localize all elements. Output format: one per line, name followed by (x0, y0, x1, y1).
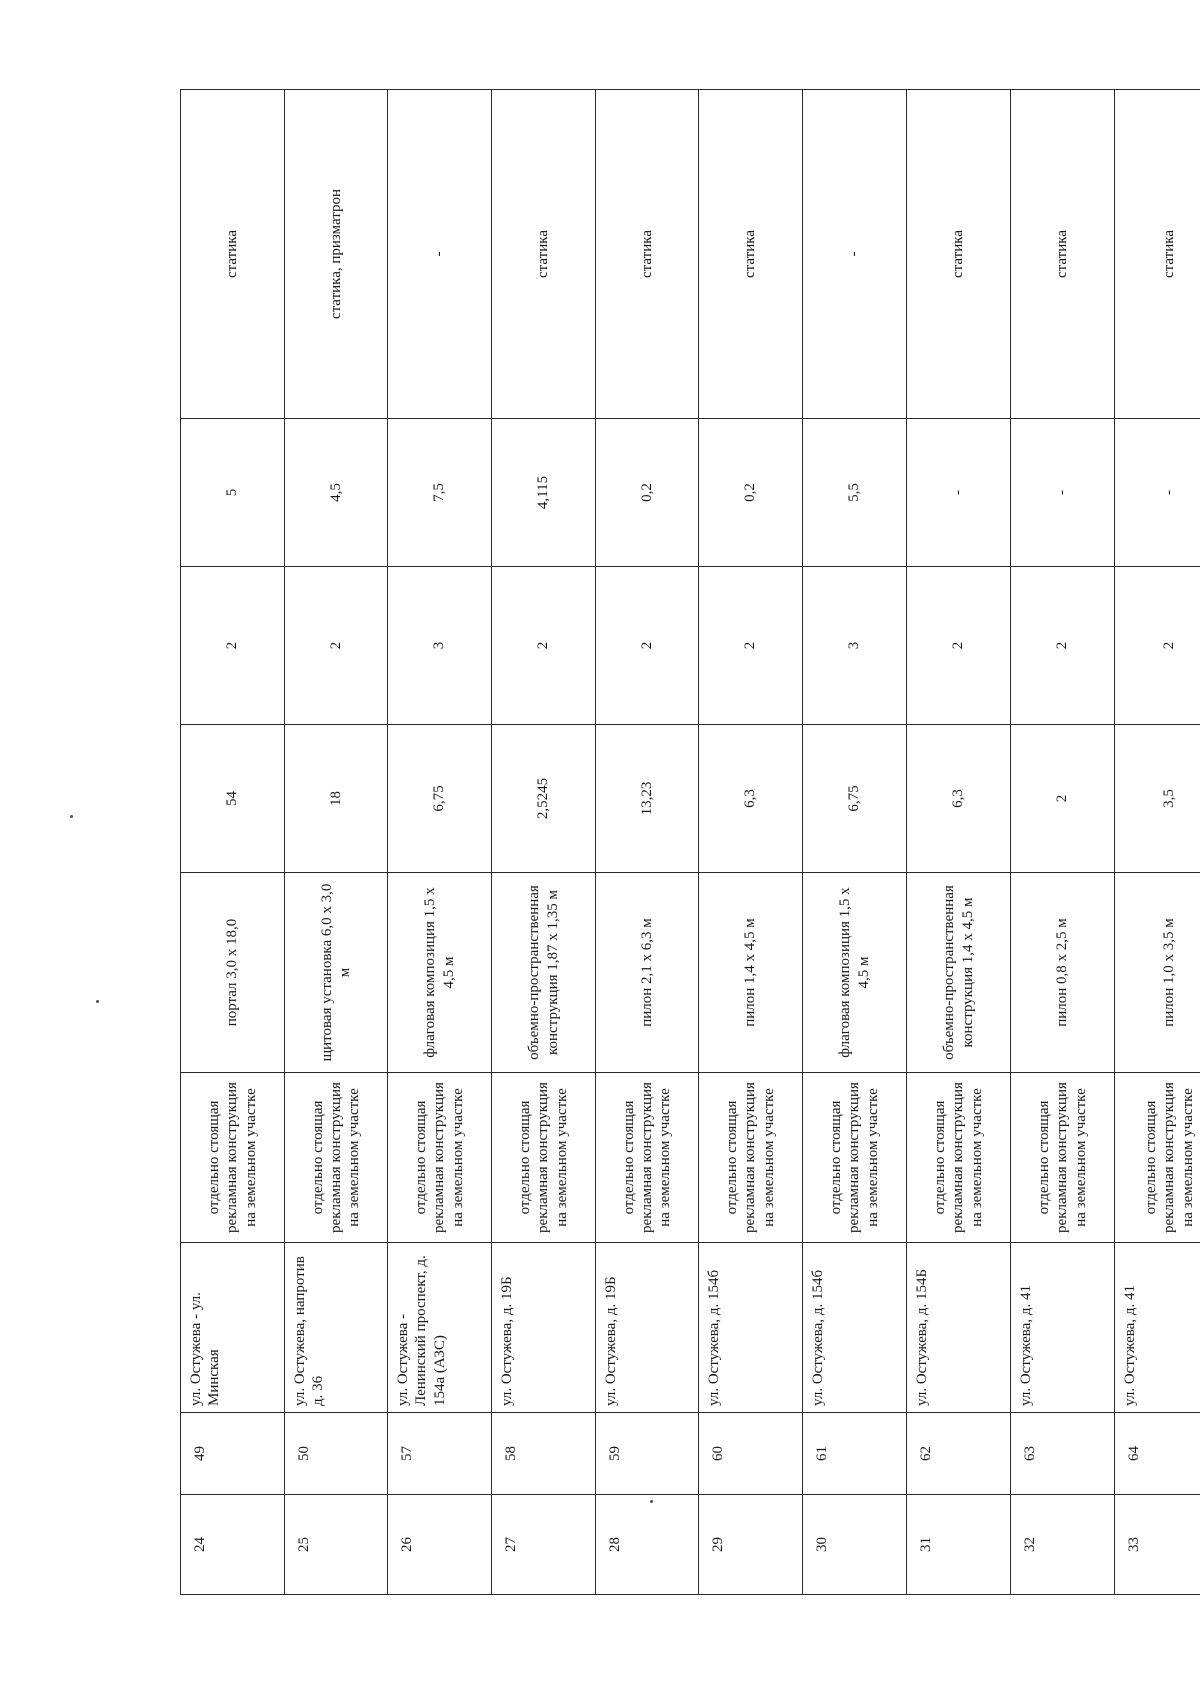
address-cell: ул. Остужева, д. 154Б (907, 1243, 1011, 1413)
structure-number-cell: 57 (388, 1413, 492, 1495)
technology-cell: - (803, 90, 907, 419)
structure-description-cell: пилон 1,0 х 3,5 м (1115, 873, 1200, 1073)
area-cell: 2 (1011, 725, 1115, 873)
address-cell: ул. Остужева - Ленинский проспект, д. 154а (АЗС) (388, 1243, 492, 1413)
technology-cell: статика (181, 90, 285, 419)
structure-type-cell: отдельно стоящая рекламная конструкция на земельном участке (492, 1073, 596, 1243)
structure-number-cell: 63 (1011, 1413, 1115, 1495)
structure-description-cell: объемно-пространственная конструкция 1,4 х 4,5 м (907, 873, 1011, 1073)
value-cell: 5 (181, 419, 285, 567)
rotated-document-page (180, 90, 1200, 1595)
address-cell: ул. Остужева, д. 41 (1011, 1243, 1115, 1413)
structure-description-cell: портал 3,0 х 18,0 (181, 873, 285, 1073)
structure-description-cell: пилон 0,8 х 2,5 м (1011, 873, 1115, 1073)
area-cell: 13,23 (596, 725, 699, 873)
structure-number-cell: 58 (492, 1413, 596, 1495)
value-cell: - (1011, 419, 1115, 567)
technology-cell: статика (492, 90, 596, 419)
sides-cell: 2 (699, 567, 803, 725)
address-cell: ул. Остужева - ул. Минская (181, 1243, 285, 1413)
structure-type-cell: отдельно стоящая рекламная конструкция на земельном участке (1011, 1073, 1115, 1243)
technology-cell: статика (699, 90, 803, 419)
structure-description-cell: пилон 1,4 х 4,5 м (699, 873, 803, 1073)
technology-cell: - (388, 90, 492, 419)
structure-number-cell: 62 (907, 1413, 1011, 1495)
scan-speck (96, 1000, 99, 1003)
sides-cell: 2 (907, 567, 1011, 725)
structure-type-cell: отдельно стоящая рекламная конструкция на земельном участке (596, 1073, 699, 1243)
structure-description-cell: флаговая композиция 1,5 х 4,5 м (388, 873, 492, 1073)
sides-cell: 2 (1115, 567, 1200, 725)
area-cell: 6,3 (907, 725, 1011, 873)
area-cell: 6,75 (388, 725, 492, 873)
row-number-cell: 31 (907, 1495, 1011, 1595)
value-cell: 7,5 (388, 419, 492, 567)
structure-description-cell: пилон 2,1 х 6,3 м (596, 873, 699, 1073)
sides-cell: 2 (285, 567, 388, 725)
structure-type-cell: отдельно стоящая рекламная конструкция на земельном участке (1115, 1073, 1200, 1243)
area-cell: 54 (181, 725, 285, 873)
row-number-cell: 27 (492, 1495, 596, 1595)
table-row (596, 90, 699, 1595)
structure-number-cell: 64 (1115, 1413, 1200, 1495)
structure-type-cell: отдельно стоящая рекламная конструкция на земельном участке (285, 1073, 388, 1243)
structure-description-cell: щитовая установка 6,0 х 3,0 м (285, 873, 388, 1073)
row-number-cell: 33 (1115, 1495, 1200, 1595)
structure-description-cell: флаговая композиция 1,5 х 4,5 м (803, 873, 907, 1073)
table-row (285, 90, 388, 1595)
structure-number-cell: 49 (181, 1413, 285, 1495)
sides-cell: 2 (1011, 567, 1115, 725)
structure-number-cell: 61 (803, 1413, 907, 1495)
area-cell: 6,3 (699, 725, 803, 873)
table-body (181, 90, 1200, 1595)
advertising-structures-table (180, 89, 1200, 1595)
table-row (388, 90, 492, 1595)
structure-number-cell: 60 (699, 1413, 803, 1495)
scan-speck (70, 815, 73, 818)
row-number-cell: 24 (181, 1495, 285, 1595)
address-cell: ул. Остужева, д. 19Б (596, 1243, 699, 1413)
sides-cell: 3 (803, 567, 907, 725)
value-cell: 0,2 (596, 419, 699, 567)
row-number-cell: 29 (699, 1495, 803, 1595)
sides-cell: 2 (596, 567, 699, 725)
table-row (699, 90, 803, 1595)
table-row (492, 90, 596, 1595)
table-row (907, 90, 1011, 1595)
area-cell: 18 (285, 725, 388, 873)
structure-type-cell: отдельно стоящая рекламная конструкция на земельном участке (907, 1073, 1011, 1243)
structure-type-cell: отдельно стоящая рекламная конструкция на земельном участке (388, 1073, 492, 1243)
address-cell: ул. Остужева, д. 154б (699, 1243, 803, 1413)
scan-speck (650, 1500, 653, 1503)
address-cell: ул. Остужева, д. 154б (803, 1243, 907, 1413)
address-cell: ул. Остужева, напротив д. 36 (285, 1243, 388, 1413)
structure-description-cell: объемно-пространственная конструкция 1,87 х 1,35 м (492, 873, 596, 1073)
address-cell: ул. Остужева, д. 19Б (492, 1243, 596, 1413)
technology-cell: статика (1115, 90, 1200, 419)
value-cell: 4,115 (492, 419, 596, 567)
structure-number-cell: 59 (596, 1413, 699, 1495)
technology-cell: статика, призматрон (285, 90, 388, 419)
structure-type-cell: отдельно стоящая рекламная конструкция на земельном участке (181, 1073, 285, 1243)
table-row (1115, 90, 1200, 1595)
value-cell: 5,5 (803, 419, 907, 567)
area-cell: 6,75 (803, 725, 907, 873)
value-cell: - (1115, 419, 1200, 567)
row-number-cell: 30 (803, 1495, 907, 1595)
address-cell: ул. Остужева, д. 41 (1115, 1243, 1200, 1413)
structure-type-cell: отдельно стоящая рекламная конструкция на земельном участке (699, 1073, 803, 1243)
area-cell: 3,5 (1115, 725, 1200, 873)
table-row (181, 90, 285, 1595)
sides-cell: 2 (492, 567, 596, 725)
table-row (1011, 90, 1115, 1595)
sides-cell: 2 (181, 567, 285, 725)
technology-cell: статика (596, 90, 699, 419)
technology-cell: статика (907, 90, 1011, 419)
row-number-cell: 28 (596, 1495, 699, 1595)
row-number-cell: 26 (388, 1495, 492, 1595)
structure-type-cell: отдельно стоящая рекламная конструкция на земельном участке (803, 1073, 907, 1243)
value-cell: 4,5 (285, 419, 388, 567)
table-row (803, 90, 907, 1595)
technology-cell: статика (1011, 90, 1115, 419)
area-cell: 2,5245 (492, 725, 596, 873)
row-number-cell: 32 (1011, 1495, 1115, 1595)
value-cell: 0,2 (699, 419, 803, 567)
sides-cell: 3 (388, 567, 492, 725)
structure-number-cell: 50 (285, 1413, 388, 1495)
row-number-cell: 25 (285, 1495, 388, 1595)
value-cell: - (907, 419, 1011, 567)
